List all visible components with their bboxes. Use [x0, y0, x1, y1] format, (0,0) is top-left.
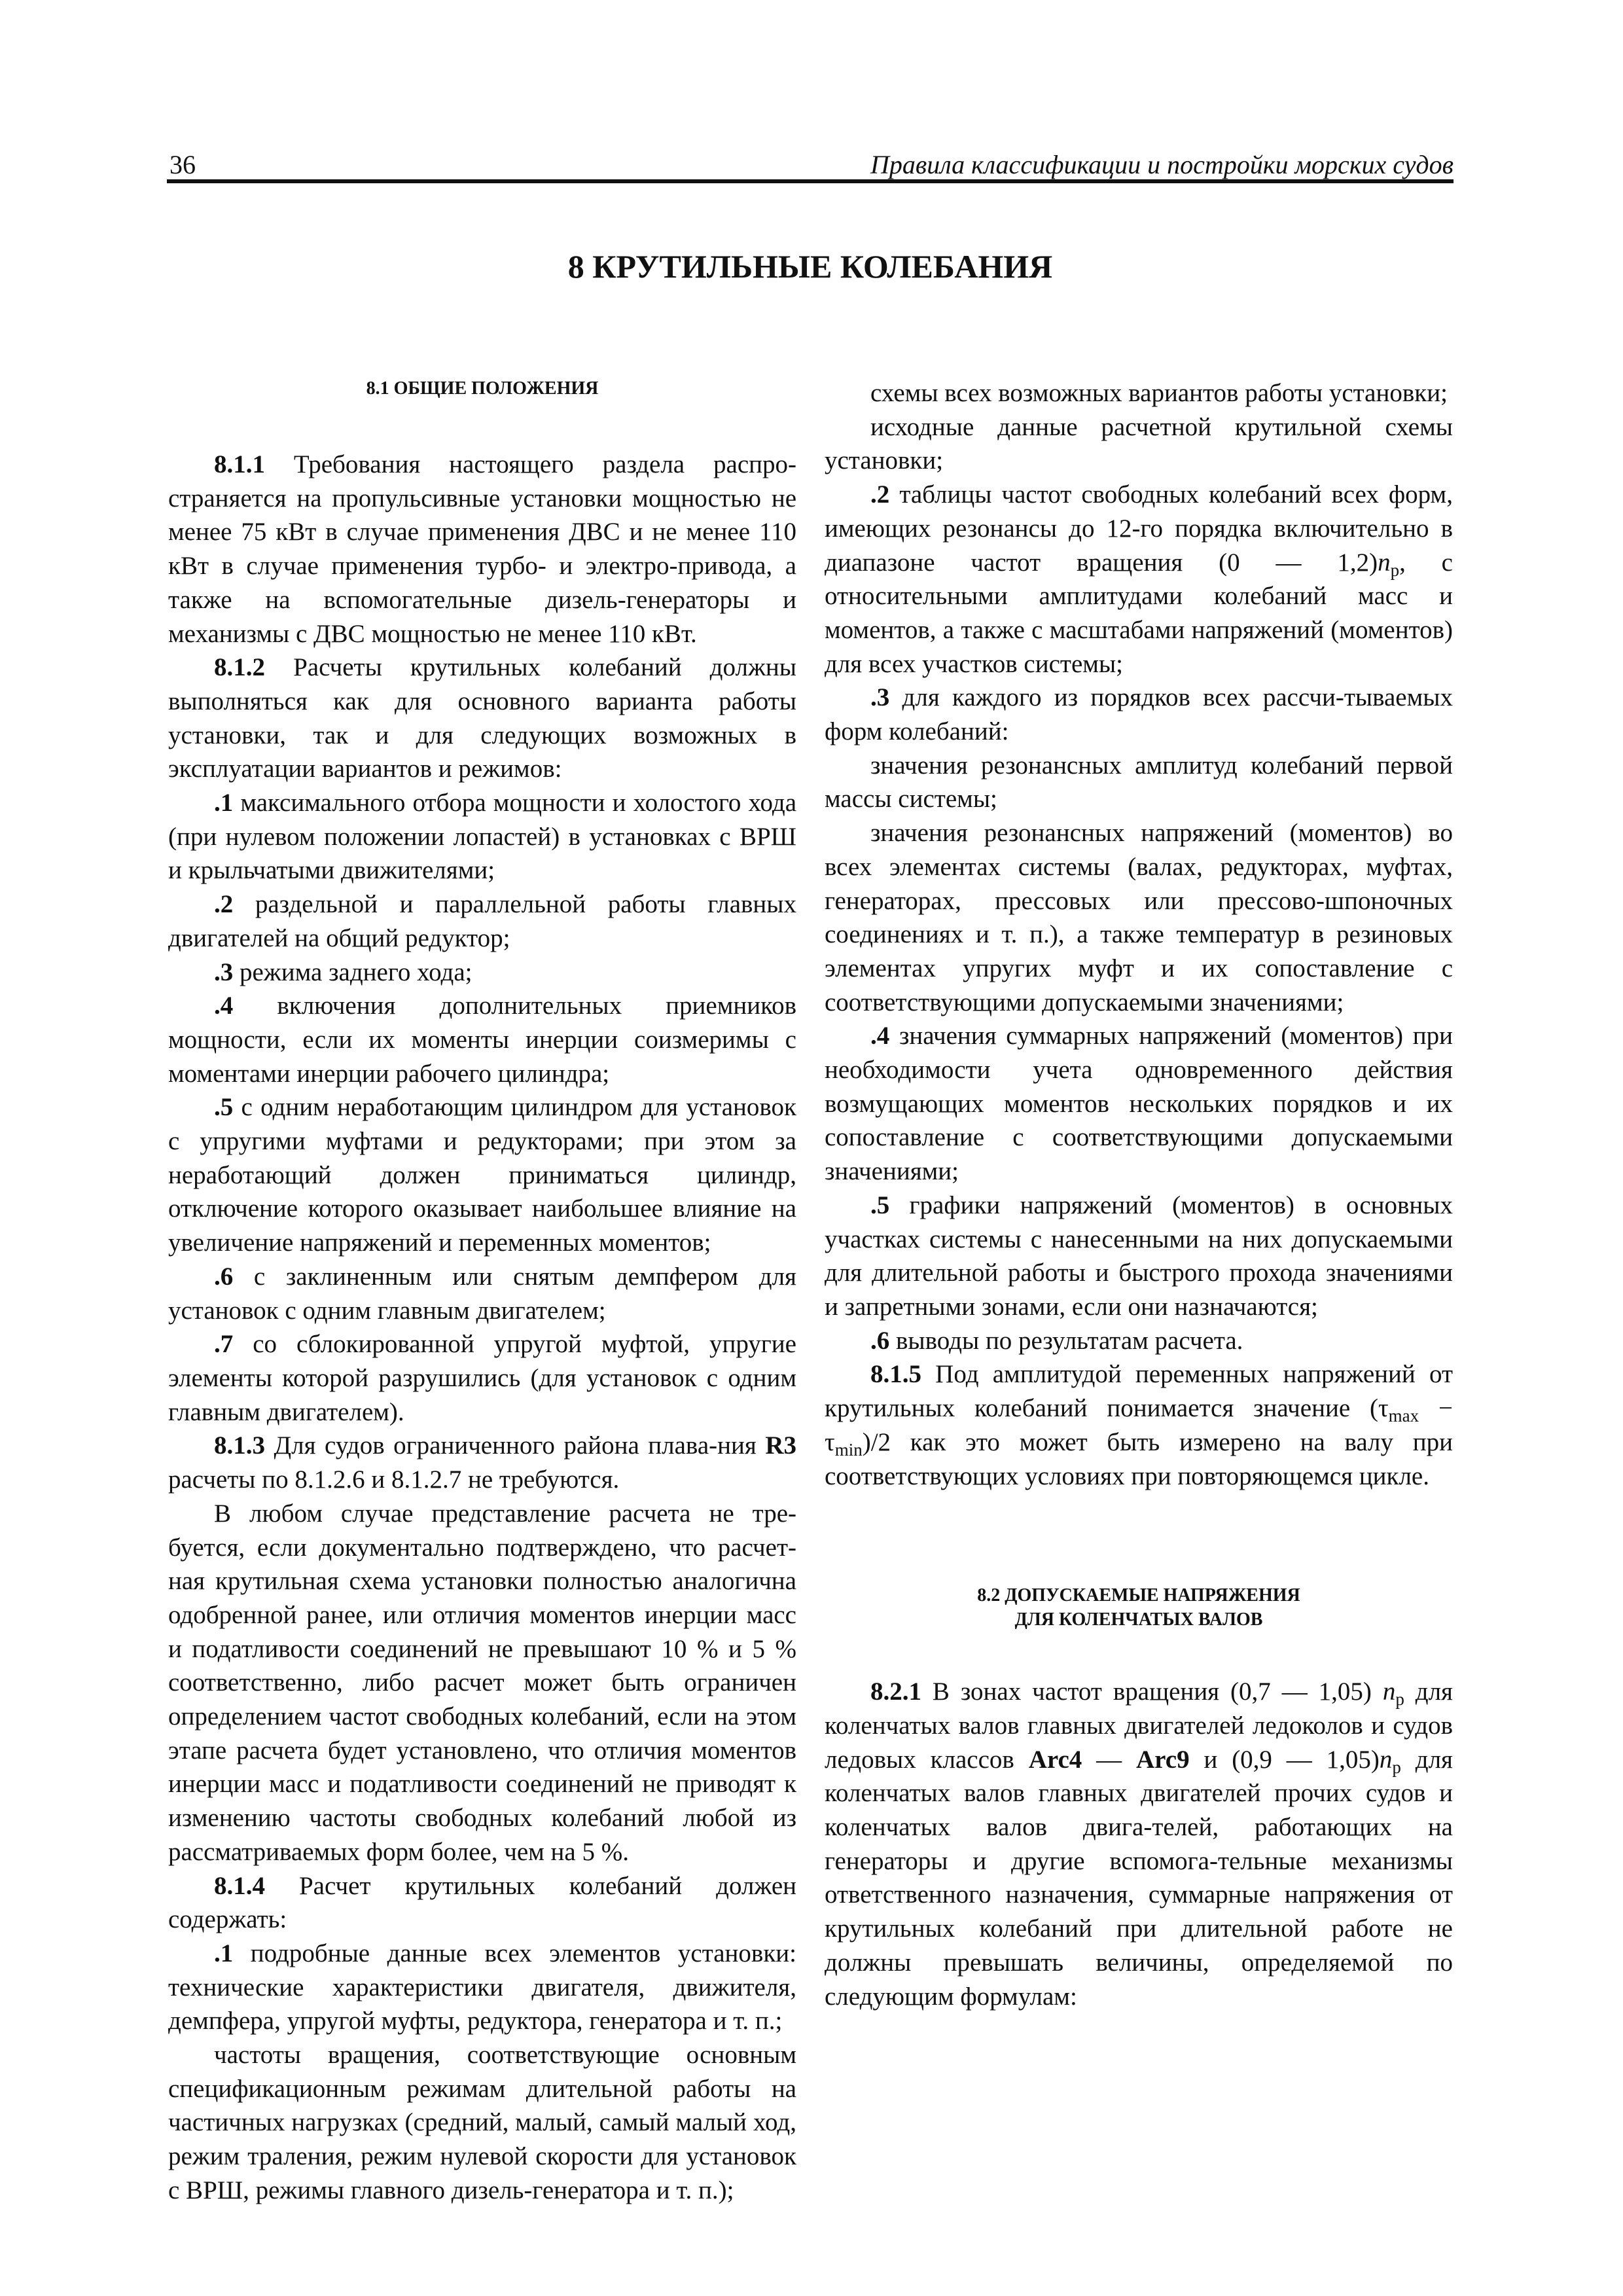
list-item: .3 для каждого из порядков всех рассчи-тываемых форм колебаний: — [825, 683, 1453, 746]
clause-number: 8.1.1 — [214, 450, 265, 478]
list-item: .1 подробные данные всех элементов установки: технические характеристики двигателя, движителя, демпфера, упругой муфты, редуктора, генератора и т. п.; — [168, 1939, 796, 2036]
right-column — [825, 376, 1453, 2013]
clause-number: 8.1.3 — [214, 1431, 265, 1460]
list-item: .2 таблицы частот свободных колебаний всех форм, имеющих резонансы до 12-го порядка включительно в диапазоне частот вращения (0 — $1,2)n_р$, с относительными амплитудами колебаний масс и моментов, а также с масштабами напряжений (моментов) для всех участков системы; — [825, 480, 1453, 678]
chapter-title: 8 КРУТИЛЬНЫЕ КОЛЕБАНИЯ — [567, 248, 1053, 285]
paragraph-8-1-2: 8.1.2 Расчеты крутильных колебаний должны выполняться как для основного варианта работы установки, так и для следующих возможных в эксплуатации вариантов и режимов: — [168, 653, 796, 783]
clause-number: 8.1.4 — [214, 1871, 265, 1900]
list-item: .4 значения суммарных напряжений (моментов) при необходимости учета одновременного действия возмущающих моментов нескольких порядков и их сопоставление с соответствующими допускаемыми значениями; — [825, 1022, 1453, 1186]
ice-class-arc9: Arc9 — [1136, 1745, 1190, 1774]
list-item: .5 графики напряжений (моментов) в основных участках системы с нанесенными на них допускаемыми для длительной работы и быстрого прохода значениями и запретными зонами, если они назначаются; — [825, 1191, 1453, 1321]
list-item: .6 выводы по результатам расчета. — [870, 1326, 1243, 1355]
paragraph-8-1-1: 8.1.1 Требования настоящего раздела распро-страняется на пропульсивные установки мощностью не менее 75 кВт в случае применения ДВС и не менее 110 кВт в случае применения турбо- и электро-привода, а также на вспомогательные дизель-генераторы и механизмы с ДВС мощностью не менее 110 кВт. — [168, 450, 796, 648]
list-item: .3 режима заднего хода; — [214, 958, 473, 986]
section-title-8-2: 8.2 ДОПУСКАЕМЫЕ НАПРЯЖЕНИЯ ДЛЯ КОЛЕНЧАТЫХ ВАЛОВ — [977, 1585, 1300, 1630]
page-header — [167, 143, 1454, 183]
paragraph-8-1-3: 8.1.3 Для судов ограниченного района плава-ния R3 расчеты по 8.1.2.6 и 8.1.2.7 не требуются. — [168, 1431, 796, 1494]
clause-number: 8.1.2 — [214, 653, 265, 682]
list-item-continued: значения резонансных напряжений (моментов) во всех элементах системы (валах, редукторах, муфтах, генераторах, прессовых или прессово-шпоночных соединениях и т. п.), а также температур в резиновых элементах упругих муфт и их сопоставление с соответствующими допускаемыми значениями; — [825, 819, 1453, 1016]
list-item-continued: частоты вращения, соответствующие основным спецификационным режимам длительной работы на частичных нагрузках (средний, малый, самый малый ход, режим траления, режим нулевой скорости для установок с ВРШ, режимы главного дизель-генератора и т. п.); — [168, 2041, 796, 2204]
ice-class-r3: R3 — [765, 1431, 796, 1460]
list-item-continued: значения резонансных амплитуд колебаний первой массы системы; — [825, 751, 1453, 814]
list-item-continued: исходные данные расчетной крутильной схемы установки; — [825, 412, 1453, 475]
list-item: .5 с одним неработающим цилиндром для установок с упругими муфтами и редукторами; при этом за неработающий должен приниматься цилиндр, отключение которого оказывает наибольшее влияние на увеличение напряжений и переменных моментов; — [168, 1093, 796, 1257]
paragraph-8-1-5: 8.1.5 Под амплитудой переменных напряжений от крутильных колебаний понимается значение $(\tau_{max} - \tau_{min})/2$ как это может быть измерено на валу при соответствующих условиях при повторяющемся цикле. — [825, 1360, 1453, 1490]
left-column — [168, 376, 796, 2208]
clause-number: 8.2.1 — [870, 1677, 921, 1706]
list-item: .6 с заклиненным или снятым демпфером для установок с одним главным двигателем; — [168, 1262, 796, 1325]
list-item: .1 максимального отбора мощности и холостого хода (при нулевом положении лопастей) в установках с ВРШ и крыльчатыми движителями; — [168, 789, 796, 885]
page-number: 36 — [169, 150, 196, 179]
running-title: Правила классификации и постройки морских судов — [870, 150, 1454, 179]
list-item: .2 раздельной и параллельной работы главных двигателей на общий редуктор; — [168, 890, 796, 952]
list-item-continued: схемы всех возможных вариантов работы установки; — [870, 379, 1448, 407]
paragraph-8-1-4: 8.1.4 Расчет крутильных колебаний должен содержать: — [168, 1871, 796, 1934]
ice-class-arc4: Arc4 — [1028, 1745, 1082, 1774]
list-item: .7 со сблокированной упругой муфтой, упругие элементы которой разрушились (для установок с одним главным двигателем). — [168, 1330, 796, 1426]
clause-number: 8.1.5 — [870, 1360, 921, 1389]
paragraph-8-2-1: 8.2.1 В зонах частот вращения (0,7 — 1,05) $n_р$ для коленчатых валов главных двигателей ледоколов и судов ледовых классов Arc4 — Arc9 и (0,9 — $1,05)n_р$ для коленчатых валов главных двигателей прочих судов и коленчатых валов двига-телей, работающих на генераторы и другие вспомога-тельные механизмы ответственного назначения, суммарные напряжения от крутильных колебаний при длительной работе не должны превышать величины, определяемой по следующим формулам: — [825, 1677, 1454, 2011]
section-title-8-1: 8.1 ОБЩИЕ ПОЛОЖЕНИЯ — [366, 378, 599, 399]
paragraph-8-1-3-continued: В любом случае представление расчета не тре-буется, если документально подтверждено, что расчет-ная крутильная схема установки полностью аналогична одобренной ранее, или отличия моментов инерции масс и податливости соединений не превышают 10 % и 5 % соответственно, либо расчет может быть ограничен определением частот свободных колебаний, если на этом этапе расчета будет установлено, что отличия моментов инерции масс и податливости соединений не приводят к изменению частоты свободных колебаний любой из рассматриваемых форм более, чем на 5 %. — [168, 1499, 796, 1866]
list-item: .4 включения дополнительных приемников мощности, если их моменты инерции соизмеримы с моментами инерции рабочего цилиндра; — [168, 992, 796, 1088]
